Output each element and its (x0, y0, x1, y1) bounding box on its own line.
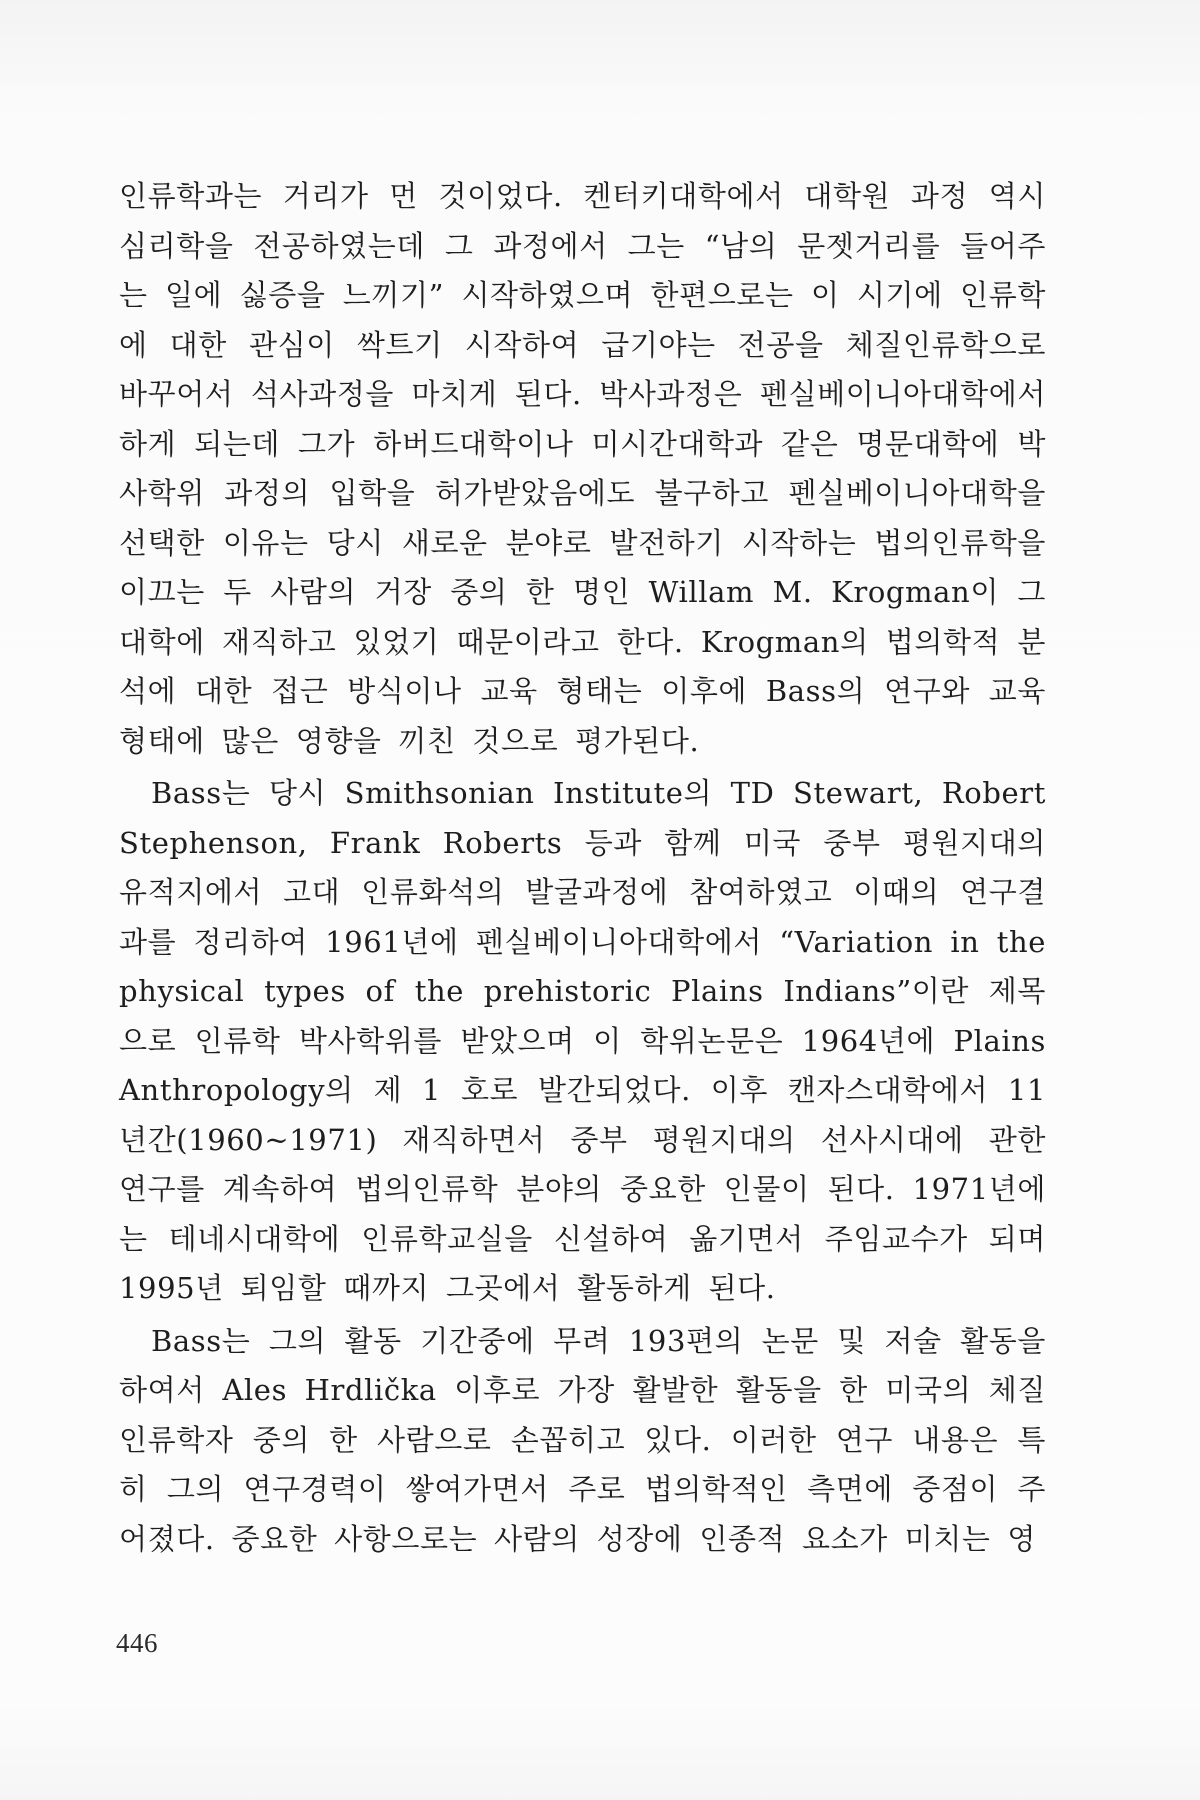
page-number: 446 (116, 1628, 158, 1658)
body-text (119, 172, 1046, 1567)
paragraph-1: 인류학과는 거리가 먼 것이었다. 켄터키대학에서 대학원 과정 역시 심리학을 전공하였는데 그 과정에서 그는 “남의 문젯거리를 들어주는 일에 싫증을 느끼기” 시작하였으며 한편으로는 이 시기에 인류학에 대한 관심이 싹트기 시작하여 급기야는 전공을 체질인류학으로 바꾸어서 석사과정을 마치게 된다. 박사과정은 펜실베이니아대학에서 하게 되는데 그가 하버드대학이나 미시간대학과 같은 명문대학에 박사학위 과정의 입학을 허가받았음에도 불구하고 펜실베이니아대학을 선택한 이유는 당시 새로운 분야로 발전하기 시작하는 법의인류학을 이끄는 두 사람의 거장 중의 한 명인 Willam M. Krogman이 그 대학에 재직하고 있었기 때문이라고 한다. Krogman의 법의학적 분석에 대한 접근 방식이나 교육 형태는 이후에 Bass의 연구와 교육 형태에 많은 영향을 끼친 것으로 평가된다. (119, 179, 1046, 758)
paragraph-2: Bass는 당시 Smithsonian Institute의 TD Stewart, Robert Stephenson, Frank Roberts 등과 함께 미국 중부 평원지대의 유적지에서 고대 인류화석의 발굴과정에 참여하였고 이때의 연구결과를 정리하여 1961년에 펜실베이니아대학에서 “Variation in the physical types of the prehistoric Plains Indians”이란 제목으로 인류학 박사학위를 받았으며 이 학위논문은 1964년에 Plains Anthropology의 제 1 호로 발간되었다. 이후 캔자스대학에서 11년간(1960~1971) 재직하면서 중부 평원지대의 선사시대에 관한 연구를 계속하여 법의인류학 분야의 중요한 인물이 된다. 1971년에는 테네시대학에 인류학교실을 신설하여 옮기면서 주임교수가 되며 1995년 퇴임할 때까지 그곳에서 활동하게 된다. (119, 776, 1046, 1305)
paragraph-3: Bass는 그의 활동 기간중에 무려 193편의 논문 및 저술 활동을 하여서 Ales Hrdlička 이후로 가장 활발한 활동을 한 미국의 체질인류학자 중의 한 사람으로 손꼽히고 있다. 이러한 연구 내용은 특히 그의 연구경력이 쌓여가면서 주로 법의학적인 측면에 중점이 주어졌다. 중요한 사항으로는 사람의 성장에 인종적 요소가 미치는 영 (119, 1323, 1046, 1556)
